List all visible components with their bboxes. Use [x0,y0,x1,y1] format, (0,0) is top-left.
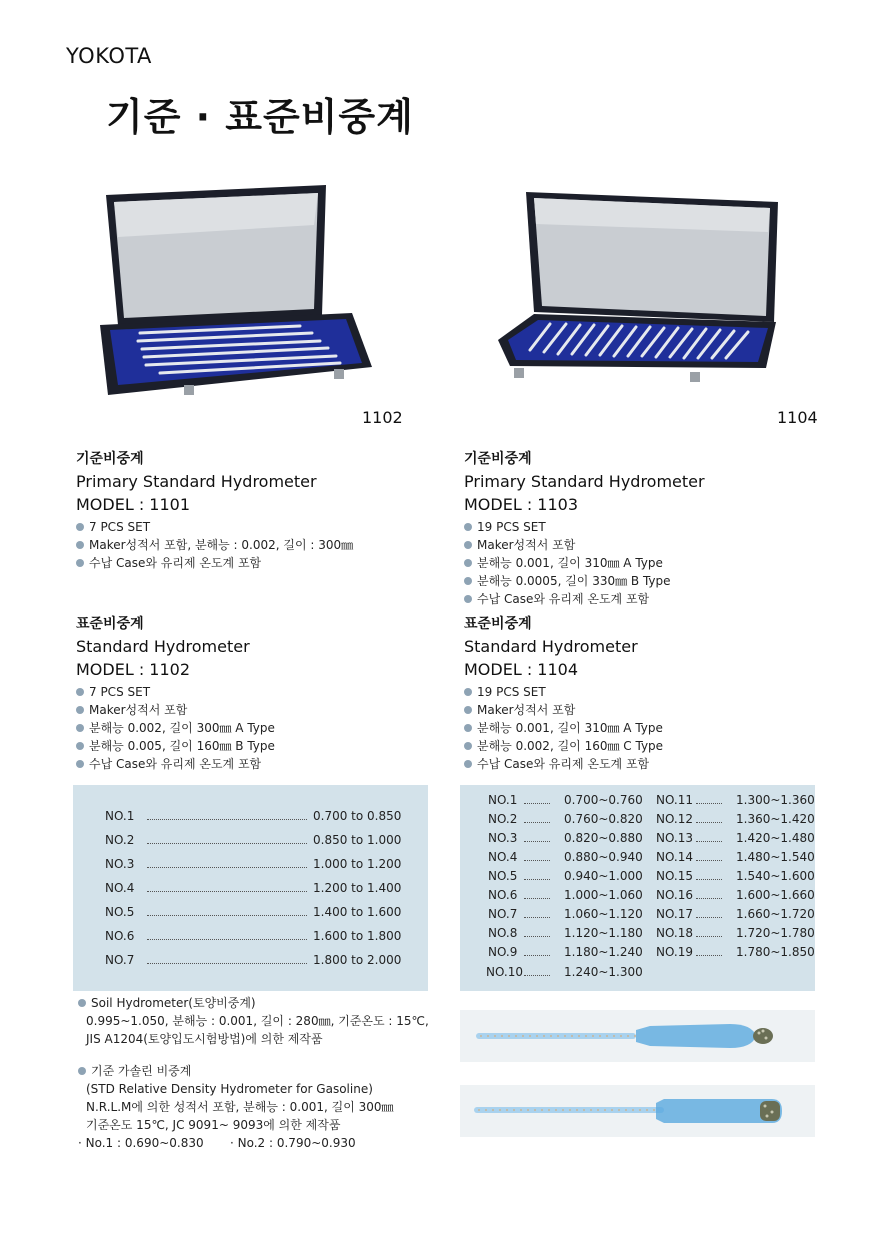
range-value: 1.720~1.780 [736,926,815,940]
spec-item: 수납 Case와 유리제 온도계 포함 [464,590,824,608]
range-no: NO.17 [656,907,694,921]
gasoline-no2-range: · No.2 : 0.790~0.930 [230,1136,356,1150]
category-kr: 표준비중계 [76,616,144,632]
range-no: NO.14 [656,850,694,864]
range-no: NO.9 [488,945,518,959]
range-no: NO.1 [488,793,518,807]
spec-item: 분해능 0.002, 길이 300㎜ A Type [76,719,436,737]
soil-hydrometer-standard: JIS A1204(토양입도시험방법)에 의한 제작품 [86,1032,323,1046]
range-no: NO.5 [105,905,135,919]
range-no: NO.11 [656,793,694,807]
hydrometer-case-image-right [490,190,785,395]
image-code-right: 1104 [777,408,818,427]
range-value: 0.700~0.760 [564,793,643,807]
range-no: NO.19 [656,945,694,959]
spec-item: 수납 Case와 유리제 온도계 포함 [464,755,824,773]
range-value: 1.600 to 1.800 [313,929,402,943]
range-no: NO.10 [486,965,524,979]
model-1101-block [76,448,436,572]
hydrometer-case-image-left [100,185,390,400]
range-value: 1.360~1.420 [736,812,815,826]
range-no: NO.18 [656,926,694,940]
category-en: Standard Hydrometer [76,637,250,656]
spec-item: Maker성적서 포함 [464,701,824,719]
soil-hydrometer-spec: 0.995~1.050, 분해능 : 0.001, 길이 : 280㎜, 기준온도 : 15℃, [86,1014,429,1028]
spec-item: Maker성적서 포함 [464,536,824,554]
spec-item: 분해능 0.002, 길이 160㎜ C Type [464,737,824,755]
range-no: NO.5 [488,869,518,883]
range-value: 1.180~1.240 [564,945,643,959]
spec-item: 19 PCS SET [464,518,824,536]
range-no: NO.7 [488,907,518,921]
range-value: 1.400 to 1.600 [313,905,402,919]
spec-item: 분해능 0.001, 길이 310㎜ A Type [464,719,824,737]
range-value: 1.000 to 1.200 [313,857,402,871]
range-value: 0.700 to 0.850 [313,809,402,823]
spec-item: 7 PCS SET [76,683,436,701]
soil-hydrometer-image [460,1010,815,1062]
range-value: 1.120~1.180 [564,926,643,940]
spec-item: 19 PCS SET [464,683,824,701]
gasoline-hydrometer-title: 기준 가솔린 비중계 [78,1062,448,1080]
gasoline-hydrometer-standard: 기준온도 15℃, JC 9091~ 9093에 의한 제작품 [86,1118,341,1132]
gasoline-hydrometer-spec: N.R.L.M에 의한 성적서 포함, 분해능 : 0.001, 길이 300㎜ [86,1100,394,1114]
page-title: 기준 · 표준비중계 [106,95,414,139]
range-value: 1.000~1.060 [564,888,643,902]
gasoline-hydrometer-en: (STD Relative Density Hydrometer for Gasoline) [86,1082,373,1096]
model-number: MODEL : 1101 [76,495,191,514]
range-value: 1.600~1.660 [736,888,815,902]
spec-item: 분해능 0.005, 길이 160㎜ B Type [76,737,436,755]
range-value: 1.800 to 2.000 [313,953,402,967]
category-kr: 기준비중계 [464,451,532,467]
range-value: 1.480~1.540 [736,850,815,864]
range-value: 0.760~0.820 [564,812,643,826]
range-no: NO.1 [105,809,135,823]
range-value: 1.780~1.850 [736,945,815,959]
range-no: NO.3 [105,857,135,871]
range-value: 1.660~1.720 [736,907,815,921]
range-no: NO.4 [488,850,518,864]
spec-item: 수납 Case와 유리제 온도계 포함 [76,755,436,773]
category-kr: 기준비중계 [76,451,144,467]
range-value: 0.940~1.000 [564,869,643,883]
range-value: 0.850 to 1.000 [313,833,402,847]
model-1102-block [76,613,436,773]
range-table-left [73,785,428,991]
range-value: 1.420~1.480 [736,831,815,845]
category-kr: 표준비중계 [464,616,532,632]
brand-name: YOKOTA [66,44,152,68]
range-no: NO.13 [656,831,694,845]
spec-item: 7 PCS SET [76,518,436,536]
gasoline-no1-range: · No.1 : 0.690~0.830 [78,1136,204,1150]
range-no: NO.8 [488,926,518,940]
model-1104-block [464,613,824,773]
range-value: 1.300~1.360 [736,793,815,807]
model-1103-block [464,448,824,608]
range-no: NO.16 [656,888,694,902]
model-number: MODEL : 1102 [76,660,191,679]
range-value: 1.060~1.120 [564,907,643,921]
soil-hydrometer-title: Soil Hydrometer(토양비중계) [78,994,448,1012]
range-no: NO.4 [105,881,135,895]
range-value: 0.880~0.940 [564,850,643,864]
range-no: NO.7 [105,953,135,967]
range-no: NO.12 [656,812,694,826]
category-en: Primary Standard Hydrometer [464,472,705,491]
range-value: 0.820~0.880 [564,831,643,845]
model-number: MODEL : 1103 [464,495,579,514]
range-no: NO.6 [488,888,518,902]
spec-item: Maker성적서 포함, 분해능 : 0.002, 길이 : 300㎜ [76,536,436,554]
range-table-right [460,785,815,991]
range-no: NO.6 [105,929,135,943]
range-value: 1.540~1.600 [736,869,815,883]
special-hydrometer-notes [78,994,448,1152]
gasoline-hydrometer-image [460,1085,815,1137]
image-code-left: 1102 [362,408,403,427]
model-number: MODEL : 1104 [464,660,579,679]
spec-item: Maker성적서 포함 [76,701,436,719]
spec-item: 분해능 0.001, 길이 310㎜ A Type [464,554,824,572]
category-en: Standard Hydrometer [464,637,638,656]
range-no: NO.3 [488,831,518,845]
range-no: NO.2 [105,833,135,847]
category-en: Primary Standard Hydrometer [76,472,317,491]
range-value: 1.240~1.300 [564,965,643,979]
range-value: 1.200 to 1.400 [313,881,402,895]
spec-item: 분해능 0.0005, 길이 330㎜ B Type [464,572,824,590]
spec-item: 수납 Case와 유리제 온도계 포함 [76,554,436,572]
range-no: NO.15 [656,869,694,883]
range-no: NO.2 [488,812,518,826]
